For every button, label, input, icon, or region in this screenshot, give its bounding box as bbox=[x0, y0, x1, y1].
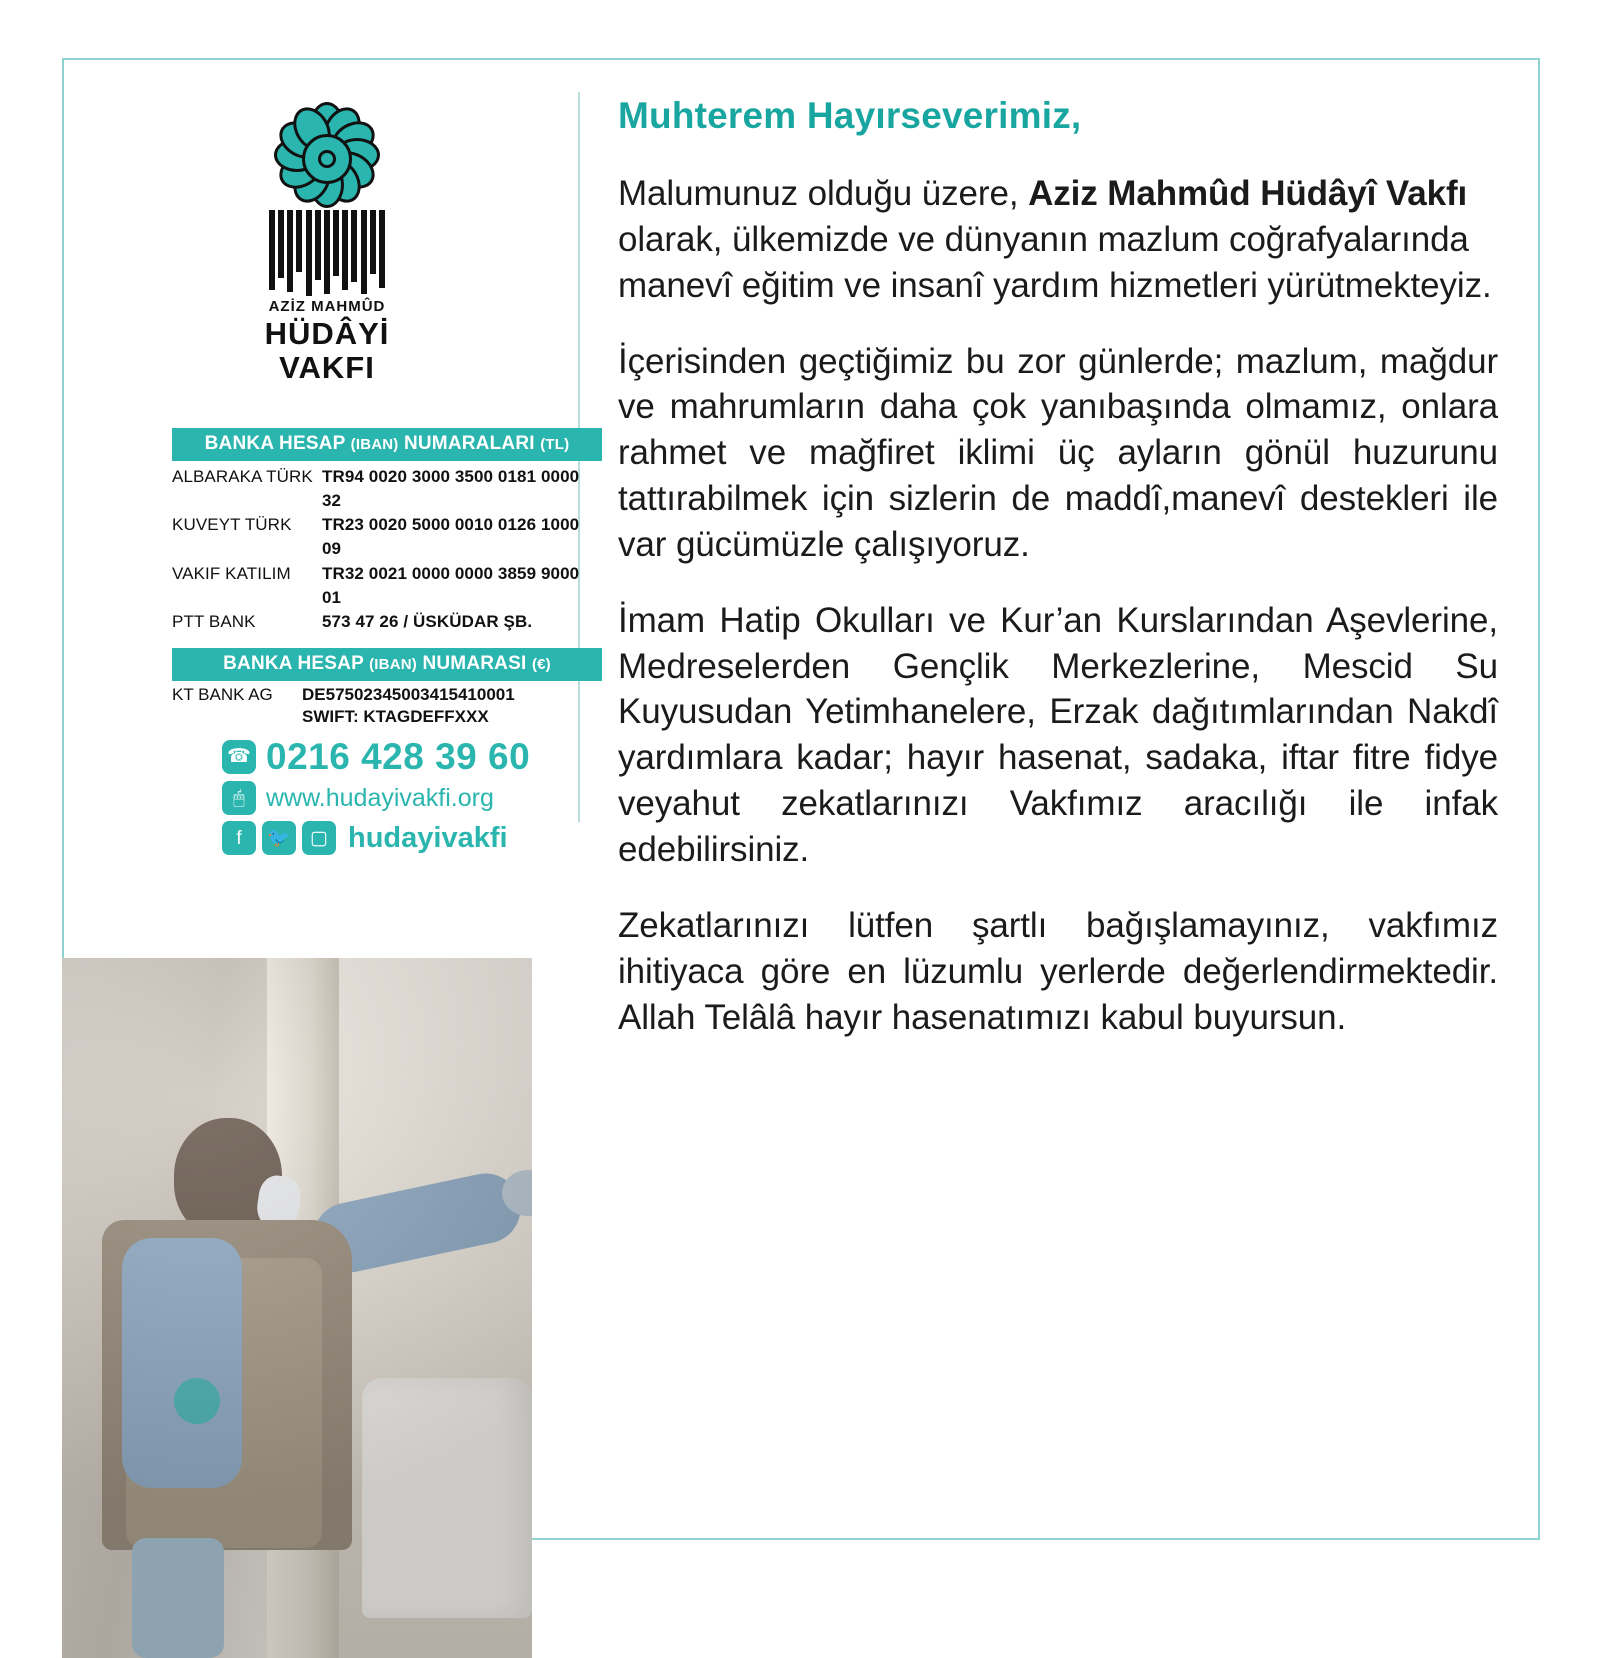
letter-paragraph-4 bbox=[618, 903, 1498, 1041]
letter-paragraph-2 bbox=[618, 339, 1498, 568]
mouse-icon: 🖱 bbox=[222, 781, 256, 815]
social-line[interactable] bbox=[222, 821, 602, 855]
bank-eur-rows bbox=[172, 685, 602, 727]
aid-delivery-photo bbox=[62, 958, 532, 1658]
bank-tl-rows bbox=[172, 465, 602, 634]
bank-eur-header-main2: NUMARASI bbox=[422, 652, 527, 674]
bank-name: PTT BANK bbox=[172, 611, 256, 631]
logo-title-line2: VAKFI bbox=[279, 350, 375, 385]
phone-line[interactable] bbox=[222, 738, 602, 775]
paragraph-run: Zekatlarınızı lütfen şartlı bağışlamayınız, vakfımız ihitiyaca göre en lüzumlu yerlerde değerlendirmektedir. Allah Telâlâ hayır hasenatımızı kabul buyursun. bbox=[618, 905, 1498, 1037]
bank-row bbox=[172, 562, 602, 610]
twitter-icon[interactable]: 🐦 bbox=[262, 821, 296, 855]
bank-eur-header-main: BANKA HESAP bbox=[223, 652, 364, 674]
letter-body-column bbox=[618, 95, 1498, 1070]
flower-logo-icon bbox=[252, 96, 402, 214]
paragraph-run: Malumunuz olduğu üzere, bbox=[618, 174, 1029, 213]
bank-eur-header-paren1: (IBAN) bbox=[369, 655, 417, 673]
bank-accounts-block bbox=[172, 428, 602, 727]
phone-icon: ☎ bbox=[222, 740, 256, 774]
bank-name: KUVEYT TÜRK bbox=[172, 515, 292, 535]
paragraph-run: İmam Hatip Okulları ve Kur’an Kurslarından Aşevlerine, Medreselerden Gençlik Merkezlerine, Mescid Su Kuyusudan Yetimhanelere, Erzak dağıtımlarından Nakdî yardımlara kadar; hayır hasenat, sadaka, iftar fitre fidye veyahut zekatlarınızı Vakfımız aracılığı ile infak edebilirsiniz. bbox=[618, 600, 1498, 869]
bank-iban: TR23 0020 5000 0010 0126 1000 09 bbox=[322, 515, 580, 559]
bank-iban: TR94 0020 3000 3500 0181 0000 32 bbox=[322, 467, 580, 511]
bank-row bbox=[172, 465, 602, 513]
logo-title-line1: HÜDÂYİ bbox=[264, 316, 390, 351]
contact-block bbox=[222, 738, 602, 861]
letter-paragraph-3 bbox=[618, 598, 1498, 873]
paragraph-run-bold: Aziz Mahmûd Hüdâyî Vakfı bbox=[1028, 174, 1468, 213]
bank-eur-header-paren2: (€) bbox=[531, 655, 551, 673]
left-info-column bbox=[62, 58, 578, 1540]
letter-salutation: Muhterem Hayırseverimiz, bbox=[618, 95, 1082, 136]
bank-iban: 573 47 26 / ÜSKÜDAR ŞB. bbox=[322, 611, 533, 631]
bank-tl-header-paren2: (TL) bbox=[540, 436, 570, 453]
bank-name: VAKIF KATILIM bbox=[172, 563, 291, 583]
logo-stem-bars-icon bbox=[269, 210, 385, 296]
bank-row bbox=[172, 513, 602, 561]
bank-tl-header-main: BANKA HESAP bbox=[204, 433, 346, 454]
bank-name: KT BANK AG bbox=[172, 684, 273, 704]
logo-subtitle: AZİZ MAHMÛD bbox=[268, 298, 386, 315]
instagram-icon[interactable]: ▢ bbox=[302, 821, 336, 855]
bank-row bbox=[172, 610, 602, 634]
bank-tl-header bbox=[172, 428, 602, 461]
bank-tl-header-main2: NUMARALARI bbox=[403, 433, 535, 454]
bank-eur-header bbox=[172, 648, 602, 681]
website-url[interactable]: www.hudayivakfi.org bbox=[266, 783, 494, 812]
bank-iban: DE57502345003415410001 bbox=[302, 684, 515, 704]
paragraph-run: İçerisinden geçtiğimiz bu zor günlerde; mazlum, mağdur ve mahrumların daha çok yanıbaşında olmamız, onlara rahmet ve mağfiret iklimi üç ayların gönül huzurunu tattırabilmek için sizlerin de maddî,manevî destekleri ile var gücümüzle çalışıyoruz. bbox=[618, 341, 1498, 564]
facebook-icon[interactable]: f bbox=[222, 821, 256, 855]
bank-name: ALBARAKA TÜRK bbox=[172, 467, 313, 486]
phone-number[interactable]: 0216 428 39 60 bbox=[266, 736, 531, 777]
social-handle[interactable]: hudayivakfi bbox=[348, 821, 508, 854]
bank-tl-header-paren1: (IBAN) bbox=[350, 436, 399, 453]
bank-iban: TR32 0021 0000 0000 3859 9000 01 bbox=[322, 563, 580, 607]
paragraph-run: olarak, ülkemizde ve dünyanın mazlum coğrafyalarında manevî eğitim ve insanî yardım hizmetleri yürütmekteyiz. bbox=[618, 219, 1492, 305]
foundation-logo bbox=[237, 96, 417, 383]
bank-swift-code: SWIFT: KTAGDEFFXXX bbox=[302, 706, 489, 726]
letter-paragraph-1 bbox=[618, 171, 1498, 309]
website-line[interactable] bbox=[222, 781, 602, 815]
bank-row bbox=[172, 685, 602, 705]
